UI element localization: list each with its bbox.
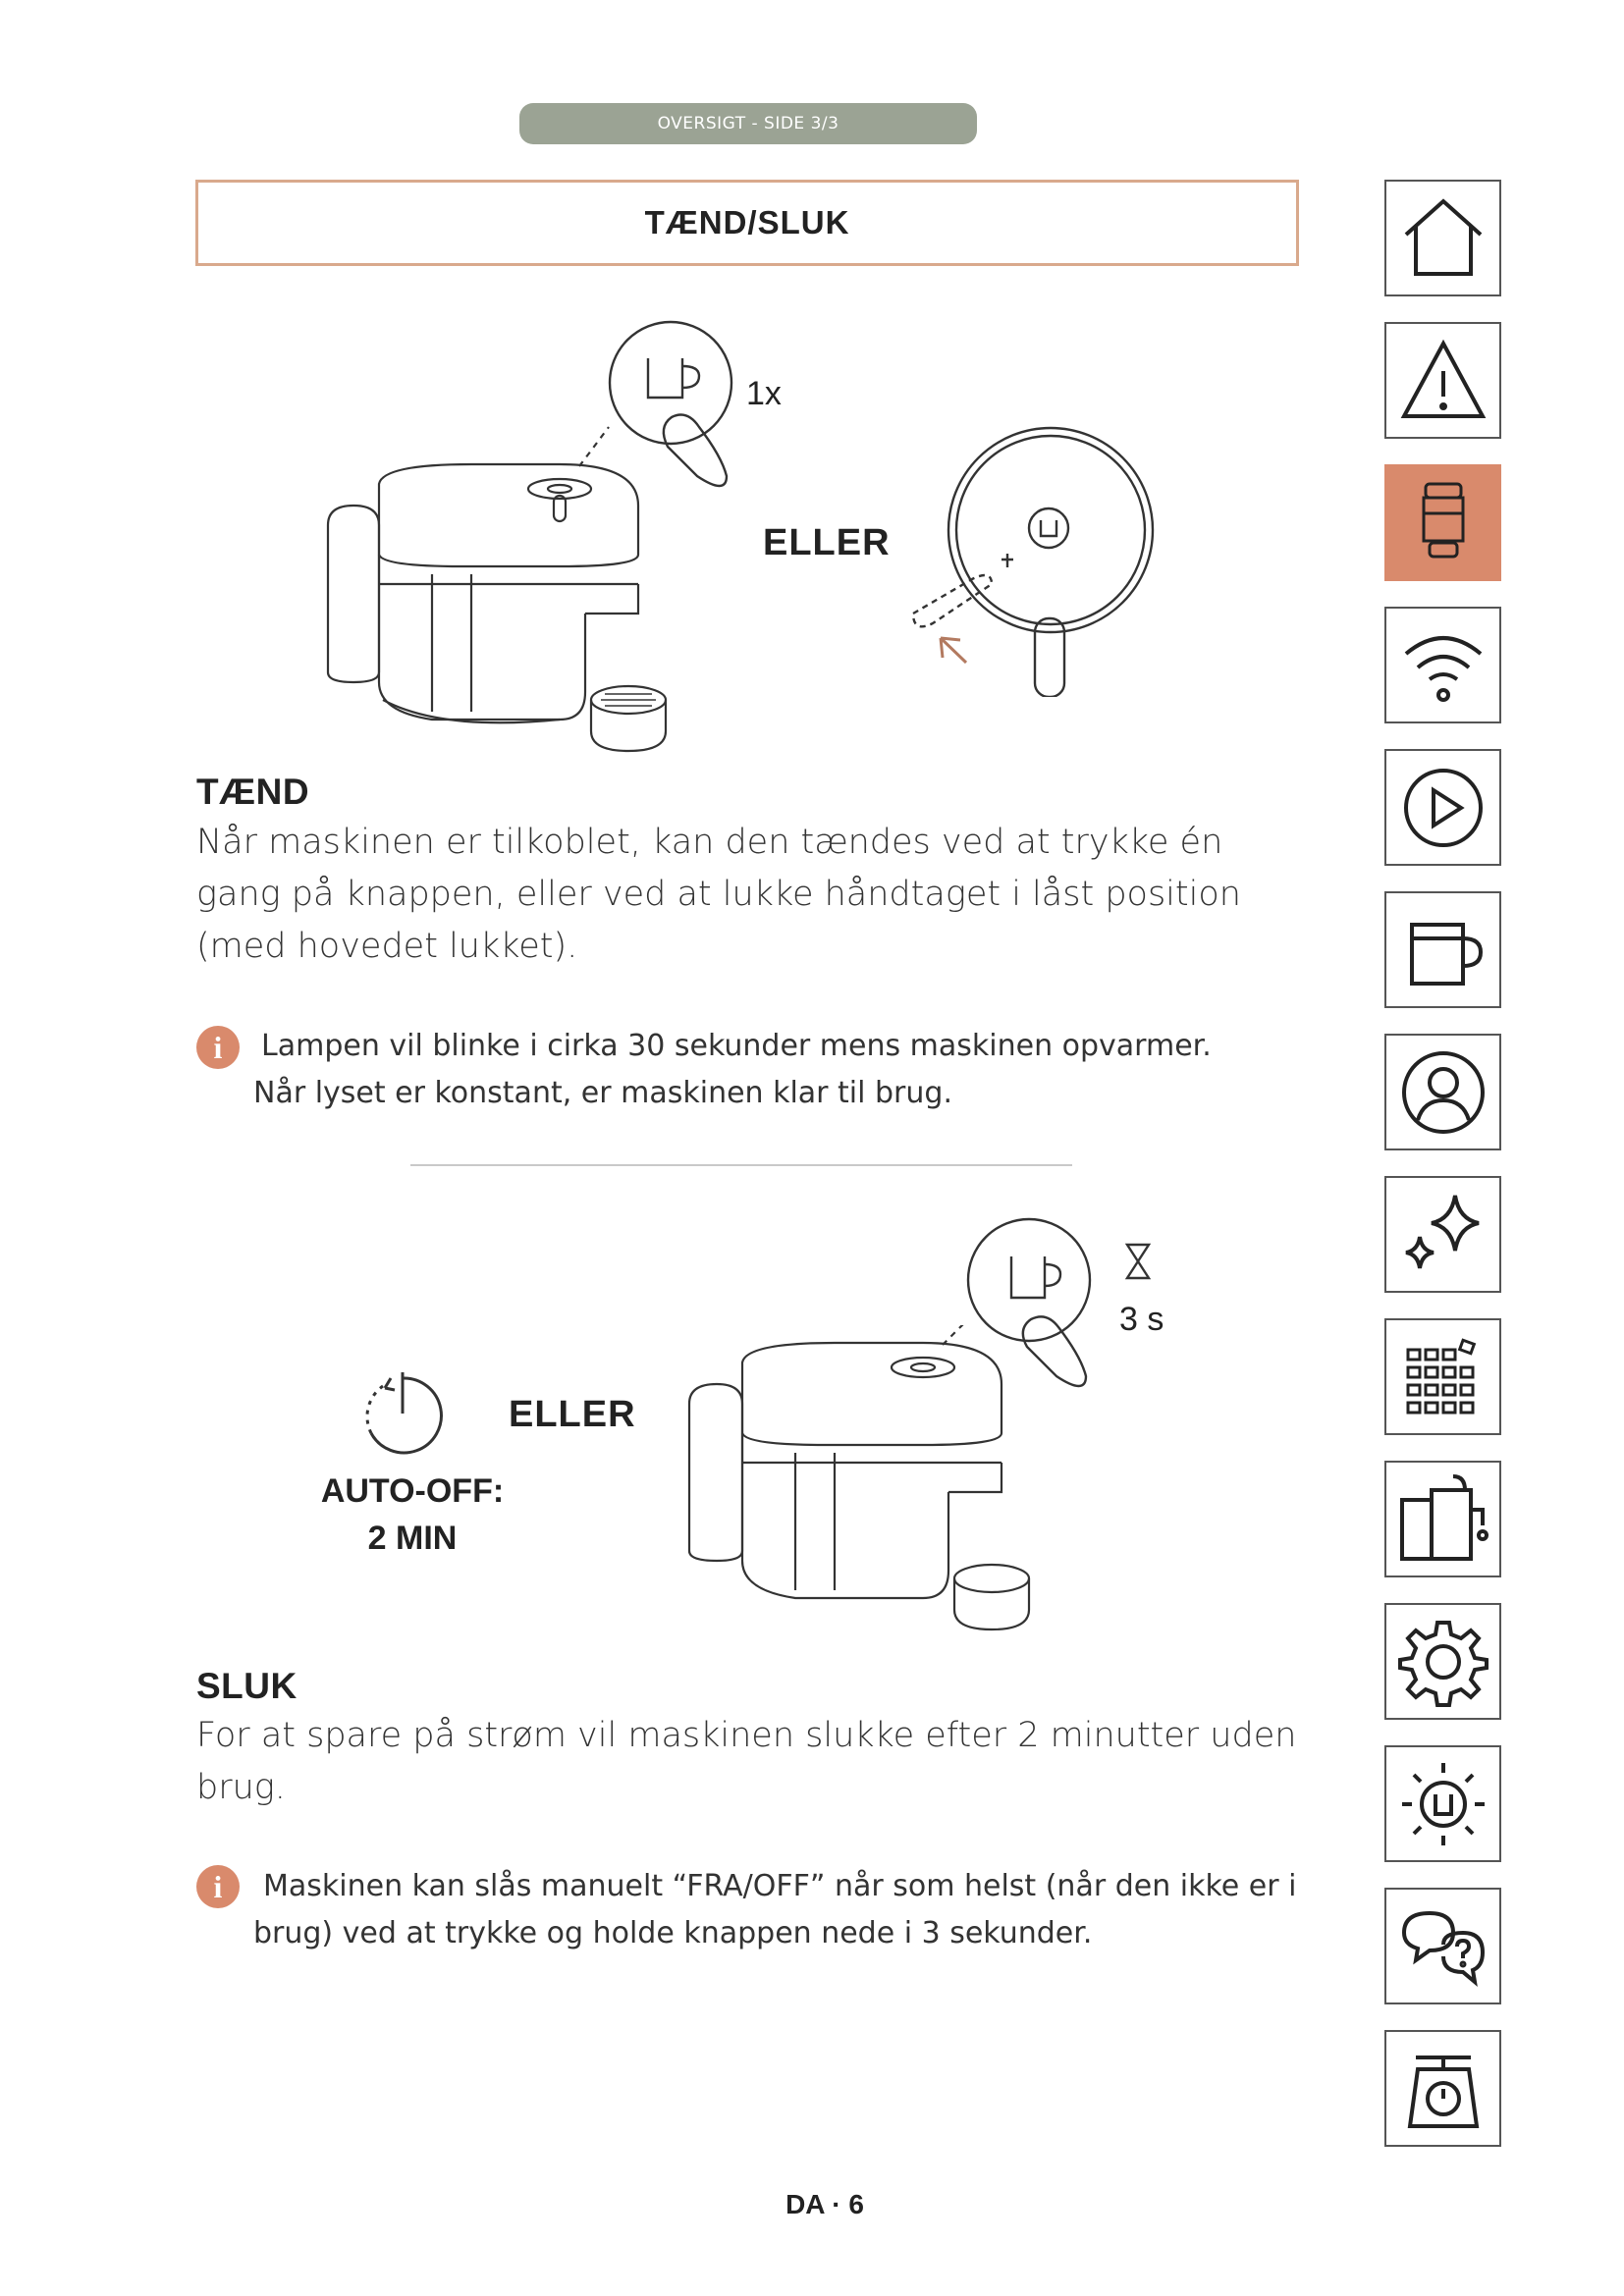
section-title: TÆND/SLUK — [195, 180, 1299, 266]
nav-scale[interactable] — [1384, 2030, 1501, 2147]
sparkle-icon — [1394, 1186, 1492, 1284]
nav-settings[interactable] — [1384, 1603, 1501, 1720]
auto-off-label — [295, 1468, 530, 1562]
lever-close-illustration — [884, 422, 1159, 697]
play-icon — [1394, 759, 1492, 857]
note-on-line-2: Når lyset er konstant, er maskinen klar til brug. — [253, 1076, 952, 1110]
body-off-line-1: For at spare på strøm vil maskinen slukke efter 2 minutter uden — [196, 1716, 1297, 1755]
scale-icon — [1394, 2040, 1492, 2138]
info-icon: i — [196, 1865, 240, 1908]
nav-cup[interactable] — [1384, 891, 1501, 1008]
body-on — [196, 817, 1241, 973]
cup-icon — [1394, 901, 1492, 999]
brightness-icon — [1394, 1755, 1492, 1853]
nav-home[interactable] — [1384, 180, 1501, 296]
user-icon — [1394, 1043, 1492, 1142]
nav-play[interactable] — [1384, 749, 1501, 866]
hold-time-label: 3 s — [1119, 1301, 1164, 1338]
settings-gear-icon — [1394, 1613, 1492, 1711]
body-off — [196, 1710, 1296, 1814]
section-divider — [410, 1164, 1072, 1166]
note-on — [253, 1023, 1212, 1117]
nav-brightness[interactable] — [1384, 1745, 1501, 1862]
page-indicator-pill: OVERSIGT - SIDE 3/3 — [519, 103, 977, 144]
note-off — [253, 1863, 1296, 1957]
nav-user[interactable] — [1384, 1034, 1501, 1150]
nav-warning[interactable] — [1384, 322, 1501, 439]
body-on-line-3: (med hovedet lukket). — [196, 927, 578, 966]
nav-capsules[interactable] — [1384, 1318, 1501, 1435]
note-off-line-2: brug) ved at trykke og holde knappen nede i 3 sekunder. — [253, 1916, 1093, 1950]
or-label-off: ELLER — [509, 1394, 636, 1435]
nav-wifi[interactable] — [1384, 607, 1501, 723]
nav-descaling[interactable] — [1384, 1461, 1501, 1577]
nav-machine-overview[interactable] — [1384, 464, 1501, 581]
heading-on: TÆND — [196, 772, 310, 812]
body-off-line-2: brug. — [196, 1768, 286, 1807]
or-label-on: ELLER — [763, 522, 891, 563]
auto-off-power-icon — [353, 1364, 452, 1463]
machine-icon — [1394, 474, 1492, 572]
nav-help[interactable] — [1384, 1888, 1501, 2004]
help-chat-icon — [1394, 1897, 1492, 1996]
auto-off-line-2: 2 MIN — [367, 1520, 458, 1557]
capsules-icon — [1394, 1328, 1492, 1426]
nav-cleaning[interactable] — [1384, 1176, 1501, 1293]
home-icon — [1394, 189, 1492, 288]
note-on-line-1: Lampen vil blinke i cirka 30 sekunder mens maskinen opvarmer. — [261, 1029, 1212, 1063]
page-number: DA · 6 — [785, 2189, 864, 2219]
press-count-label: 1x — [746, 375, 782, 412]
info-icon: i — [196, 1026, 240, 1069]
body-on-line-1: Når maskinen er tilkoblet, kan den tændes ved at trykke én — [196, 823, 1223, 862]
auto-off-line-1: AUTO-OFF: — [320, 1472, 505, 1510]
note-off-line-1: Maskinen kan slås manuelt “FRA/OFF” når som helst (når den ikke er i — [263, 1869, 1297, 1903]
body-on-line-2: gang på knappen, eller ved at lukke håndtaget i låst position — [196, 875, 1241, 914]
descaling-icon — [1394, 1470, 1492, 1569]
wifi-icon — [1394, 616, 1492, 715]
heading-off: SLUK — [196, 1666, 298, 1706]
warning-icon — [1394, 332, 1492, 430]
button-press-zoom — [589, 319, 785, 515]
